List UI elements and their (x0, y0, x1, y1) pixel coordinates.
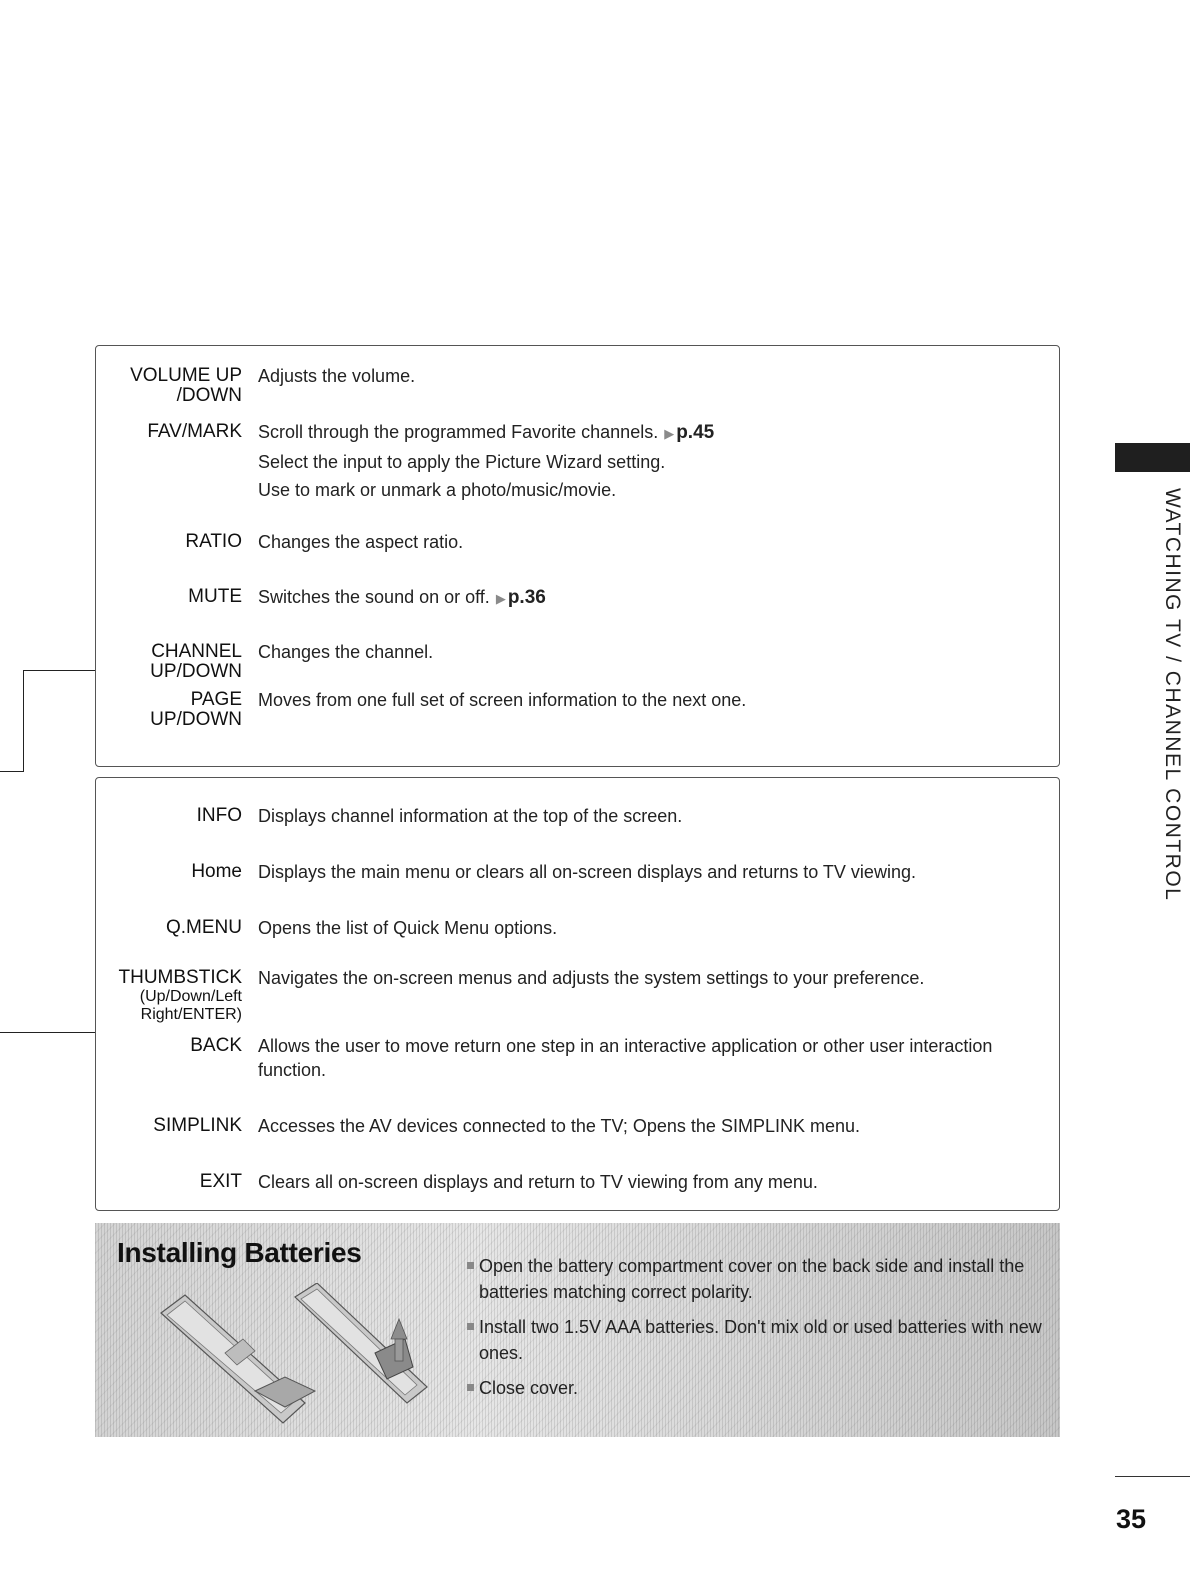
button-function-table-top (95, 345, 1060, 767)
bracket-line-mid (0, 771, 24, 772)
key-label: Q.MENU (166, 917, 242, 938)
chapter-side-label: WATCHING TV / CHANNEL CONTROL (1161, 488, 1184, 902)
key-label: Home (191, 861, 242, 882)
key-description: Navigates the on-screen menus and adjusts the system settings to your preference. (258, 968, 925, 988)
key-description: Adjusts the volume. (258, 366, 416, 386)
key-description: Displays the main menu or clears all on-screen displays and returns to TV viewing. (258, 862, 916, 882)
key-description: Moves from one full set of screen information to the next one. (258, 690, 747, 710)
page-number: 35 (1116, 1504, 1147, 1534)
list-item: Install two 1.5V AAA batteries. Don't mix old or used batteries with new ones. (467, 1314, 1047, 1366)
page-number-rule (1115, 1476, 1190, 1477)
key-label: INFO (196, 805, 242, 826)
key-description: Allows the user to move return one step in an interactive application or other user interaction function. (258, 1036, 993, 1080)
page-reference: p.45 (676, 422, 715, 443)
right-triangle-icon: ▶ (495, 591, 506, 606)
key-label: CHANNEL UP/DOWN (150, 641, 242, 682)
battery-cover-icon (295, 1283, 427, 1403)
remote-battery-illustration (155, 1283, 435, 1433)
right-triangle-icon: ▶ (664, 426, 675, 441)
button-function-table-bottom (95, 777, 1060, 1211)
key-label: RATIO (185, 531, 242, 552)
key-label: VOLUME UP /DOWN (130, 365, 242, 406)
key-label: THUMBSTICK (Up/Down/Left Right/ENTER) (118, 967, 242, 1023)
key-label: BACK (190, 1035, 242, 1056)
list-item: Close cover. (467, 1375, 1047, 1401)
remote-control-icon (161, 1295, 315, 1423)
page-reference: p.36 (507, 587, 546, 608)
key-description: Changes the aspect ratio. (258, 532, 464, 552)
key-description: Displays channel information at the top of the screen. (258, 806, 683, 826)
key-description: Scroll through the programmed Favorite channels. ▶ p.45 Select the input to apply the Picture Wizard setting. Use to mark or unmark a photo/music/movie. (258, 422, 715, 500)
key-label: SIMPLINK (153, 1115, 242, 1136)
key-description: Opens the list of Quick Menu options. (258, 918, 558, 938)
bracket-line-vertical (23, 670, 24, 772)
batteries-instructions (467, 1253, 1047, 1410)
key-label: FAV/MARK (147, 421, 242, 442)
installing-batteries-panel (95, 1223, 1060, 1437)
key-description: Switches the sound on or off. ▶ p.36 (258, 587, 546, 608)
key-description: Clears all on-screen displays and return to TV viewing from any menu. (258, 1172, 818, 1192)
key-label: EXIT (199, 1171, 242, 1192)
bullet-square-icon (467, 1384, 474, 1391)
bullet-square-icon (467, 1323, 474, 1330)
key-label: PAGE UP/DOWN (150, 689, 242, 730)
list-item: Open the battery compartment cover on the back side and install the batteries matching correct polarity. (467, 1253, 1047, 1305)
bracket-line-bottom (0, 1032, 95, 1033)
batteries-title: Installing Batteries (117, 1237, 362, 1268)
key-description: Accesses the AV devices connected to the TV; Opens the SIMPLINK menu. (258, 1116, 860, 1136)
chapter-tab-marker (1115, 443, 1190, 472)
key-description: Changes the channel. (258, 642, 434, 662)
bullet-square-icon (467, 1262, 474, 1269)
key-label: MUTE (188, 586, 242, 607)
